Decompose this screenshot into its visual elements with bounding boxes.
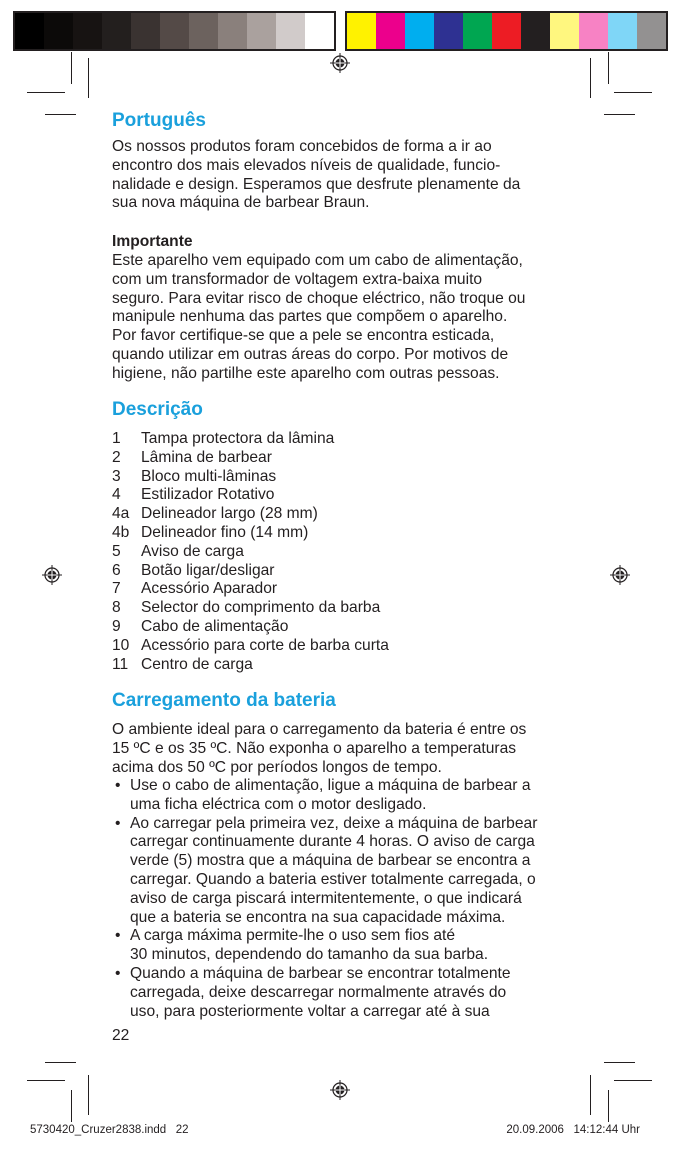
bullet-icon: • — [115, 814, 121, 832]
text-line: seguro. Para evitar risco de choque eléctrico, não troque ou — [112, 289, 526, 307]
item-label: Bloco multi-lâminas — [141, 467, 277, 485]
color-swatch — [521, 13, 550, 49]
text-line: encontro dos mais elevados níveis de qualidade, funcio- — [112, 156, 501, 174]
footer-file: 5730420_Cruzer2838.indd 22 — [30, 1124, 189, 1136]
crop-mark — [45, 1062, 76, 1063]
list-item — [112, 618, 389, 637]
item-number: 2 — [112, 448, 121, 466]
bullet-item — [112, 927, 537, 965]
registration-mark-icon — [610, 565, 630, 585]
bullet-icon: • — [115, 777, 121, 794]
crop-mark — [45, 114, 76, 115]
bullet-text — [130, 777, 531, 815]
color-swatch — [276, 13, 305, 49]
color-swatch — [247, 13, 276, 49]
heading-carregamento: Carregamento da bateria — [112, 690, 336, 711]
text-line: uso, para posteriormente voltar a carregar até à sua — [130, 1002, 490, 1020]
item-number: 9 — [112, 617, 121, 635]
color-swatch — [15, 13, 44, 49]
item-label: Aviso de carga — [141, 542, 244, 560]
crop-mark — [608, 52, 609, 84]
color-swatch — [160, 13, 189, 49]
process-color-bar — [345, 11, 668, 51]
item-number: 4b — [112, 523, 130, 541]
text-line: carregar. Quando a bateria estiver totalmente carregada, o — [130, 870, 536, 888]
color-swatch — [131, 13, 160, 49]
text-line: aviso de carga piscará intermitentemente, o que indicará — [130, 889, 522, 907]
item-number: 5 — [112, 542, 121, 560]
color-swatch — [218, 13, 247, 49]
crop-mark — [27, 92, 65, 93]
text-line: Este aparelho vem equipado com um cabo de alimentação, — [112, 252, 523, 269]
item-number: 4a — [112, 505, 130, 523]
text-line: carregada, deixe descarregar normalmente através do — [130, 983, 507, 1001]
crop-mark — [614, 92, 652, 93]
item-label: Tampa protectora da lâmina — [141, 430, 335, 447]
heading-portugues: Português — [112, 110, 206, 131]
text-line: 15 ºC e os 35 ºC. Não exponha o aparelho a temperaturas — [112, 739, 517, 757]
gray-color-bar — [13, 11, 336, 51]
bullet-text — [130, 965, 511, 1021]
item-label: Estilizador Rotativo — [141, 486, 275, 504]
page-number: 22 — [112, 1027, 130, 1044]
charging-paragraph — [112, 721, 526, 777]
color-swatch — [102, 13, 131, 49]
list-item — [112, 430, 389, 449]
charging-bullets — [112, 777, 537, 1021]
crop-mark — [27, 1080, 65, 1081]
list-item — [112, 468, 389, 487]
bullet-text — [130, 815, 537, 928]
color-swatch — [492, 13, 521, 49]
text-line: Use o cabo de alimentação, ligue a máquina de barbear a — [130, 777, 531, 794]
registration-mark-icon — [330, 53, 350, 73]
parts-list — [112, 430, 389, 674]
item-label: Delineador fino (14 mm) — [141, 523, 309, 541]
text-line: Ao carregar pela primeira vez, deixe a máquina de barbear — [130, 814, 538, 832]
crop-mark — [604, 1062, 635, 1063]
bullet-item — [112, 815, 537, 928]
bullet-text — [130, 927, 488, 965]
color-swatch — [189, 13, 218, 49]
important-paragraph — [112, 252, 525, 384]
item-label: Delineador largo (28 mm) — [141, 505, 318, 523]
item-number: 11 — [112, 655, 129, 673]
list-item — [112, 524, 389, 543]
item-label: Botão ligar/desligar — [141, 561, 275, 579]
color-swatch — [347, 13, 376, 49]
item-number: 1 — [112, 430, 121, 447]
color-swatch — [463, 13, 492, 49]
color-swatch — [608, 13, 637, 49]
crop-mark — [614, 1080, 652, 1081]
text-line: nalidade e design. Esperamos que desfrute plenamente da — [112, 175, 521, 193]
item-label: Lâmina de barbear — [141, 448, 272, 466]
list-item — [112, 543, 389, 562]
item-label: Cabo de alimentação — [141, 617, 289, 635]
text-line: manipule nenhuma das partes que compõem o aparelho. — [112, 308, 508, 326]
crop-mark — [604, 114, 635, 115]
text-line: verde (5) mostra que a máquina de barbear se encontra a — [130, 852, 531, 870]
registration-mark-icon — [330, 1080, 350, 1100]
crop-mark — [590, 58, 591, 98]
list-item — [112, 599, 389, 618]
list-item — [112, 505, 389, 524]
list-item — [112, 562, 389, 581]
bullet-item — [112, 965, 537, 1021]
important-label: Importante — [112, 233, 193, 250]
bullet-icon: • — [115, 964, 121, 982]
text-line: carregar continuamente durante 4 horas. O aviso de carga — [130, 833, 535, 851]
color-swatch — [550, 13, 579, 49]
color-swatch — [73, 13, 102, 49]
bullet-item — [112, 777, 537, 815]
text-line: com um transformador de voltagem extra-baixa muito — [112, 270, 483, 288]
registration-mark-icon — [42, 565, 62, 585]
color-swatch — [434, 13, 463, 49]
color-swatch — [405, 13, 434, 49]
item-label: Centro de carga — [141, 655, 253, 673]
list-item — [112, 637, 389, 656]
list-item — [112, 580, 389, 599]
item-number: 3 — [112, 467, 121, 485]
list-item — [112, 656, 389, 675]
text-line: Quando a máquina de barbear se encontrar totalmente — [130, 964, 511, 982]
list-item — [112, 449, 389, 468]
text-line: quando utilizar em outras áreas do corpo. Por motivos de — [112, 345, 509, 363]
text-line: uma ficha eléctrica com o motor desligado. — [130, 795, 427, 813]
text-line: higiene, não partilhe este aparelho com outras pessoas. — [112, 364, 500, 382]
text-line: sua nova máquina de barbear Braun. — [112, 194, 370, 212]
text-line: 30 minutos, dependendo do tamanho da sua barba. — [130, 946, 489, 964]
crop-mark — [590, 1075, 591, 1115]
crop-mark — [71, 1090, 72, 1122]
text-line: que a bateria se encontra na sua capacidade máxima. — [130, 908, 506, 926]
item-number: 10 — [112, 636, 130, 654]
item-label: Selector do comprimento da barba — [141, 599, 381, 617]
crop-mark — [71, 52, 72, 84]
item-label: Acessório para corte de barba curta — [141, 636, 389, 654]
item-number: 4 — [112, 486, 121, 504]
item-number: 7 — [112, 580, 121, 598]
text-line: O ambiente ideal para o carregamento da bateria é entre os — [112, 721, 527, 738]
text-line: A carga máxima permite-lhe o uso sem fios até — [130, 927, 456, 945]
crop-mark — [608, 1090, 609, 1122]
item-number: 8 — [112, 599, 121, 617]
color-swatch — [44, 13, 73, 49]
footer-timestamp: 20.09.2006 14:12:44 Uhr — [506, 1124, 640, 1136]
text-line: Os nossos produtos foram concebidos de forma a ir ao — [112, 138, 492, 155]
item-label: Acessório Aparador — [141, 580, 278, 598]
crop-mark — [88, 58, 89, 98]
text-line: acima dos 50 ºC por períodos longos de tempo. — [112, 758, 442, 776]
text-line: Por favor certifique-se que a pele se encontra esticada, — [112, 327, 495, 345]
color-swatch — [305, 13, 334, 49]
color-swatch — [637, 13, 666, 49]
color-swatch — [376, 13, 405, 49]
bullet-icon: • — [115, 927, 121, 945]
list-item — [112, 486, 389, 505]
item-number: 6 — [112, 561, 121, 579]
color-swatch — [579, 13, 608, 49]
crop-mark — [88, 1075, 89, 1115]
intro-paragraph — [112, 138, 520, 213]
heading-descricao: Descrição — [112, 399, 203, 420]
